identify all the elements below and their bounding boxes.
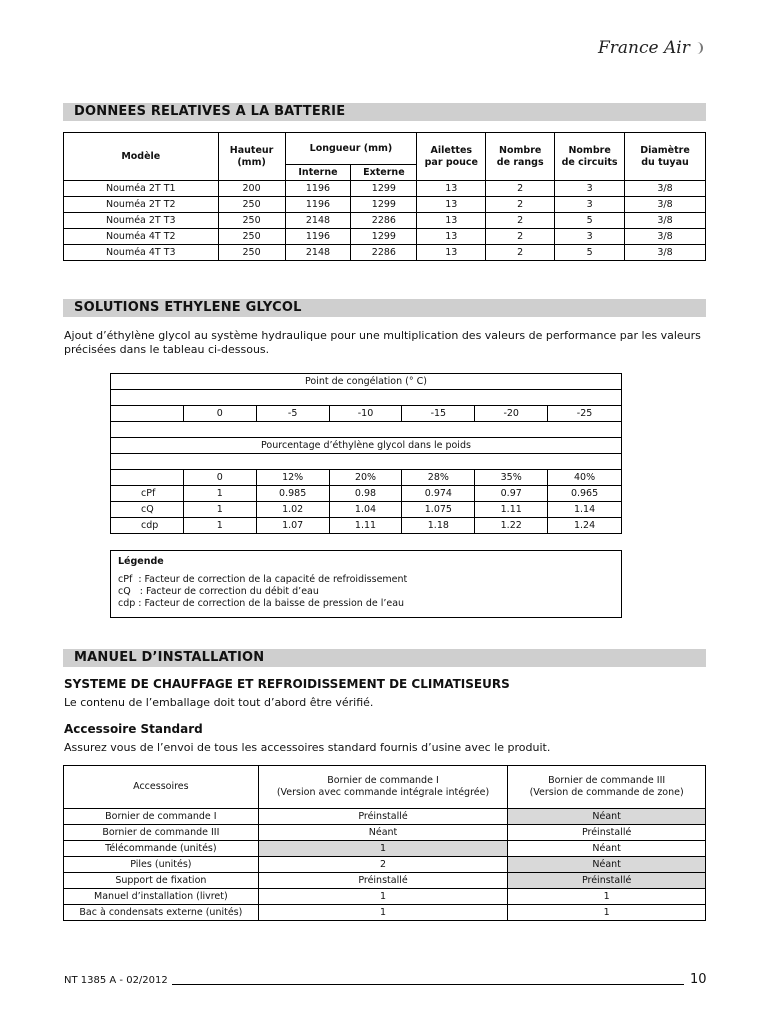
legend-title: Légende <box>118 556 164 567</box>
table-row: Télécommande (unités) 1 Néant <box>64 841 706 857</box>
logo-arc-icon <box>693 42 703 54</box>
legend-line: cQ : Facteur de correction du débit d’eau <box>118 586 319 597</box>
table-row: Bornier de commande I Préinstallé Néant <box>64 809 706 825</box>
col-rows: Nombre de rangs <box>486 133 555 181</box>
footer-divider <box>172 984 684 985</box>
table-row: Bornier de commande III Néant Préinstallé <box>64 825 706 841</box>
table-row: cPf 1 0.985 0.98 0.974 0.97 0.965 <box>111 486 622 502</box>
brand-logo <box>598 38 703 58</box>
accessories-title: Accessoire Standard <box>64 722 203 736</box>
freeze-point-title: Point de congélation (° C) <box>111 374 622 390</box>
col-accessories: Accessoires <box>64 766 259 809</box>
col-bornier-1: Bornier de commande I (Version avec commande intégrale intégrée) <box>258 766 508 809</box>
col-diameter: Diamètre du tuyau <box>625 133 706 181</box>
col-bornier-3: Bornier de commande III (Version de commande de zone) <box>508 766 706 809</box>
table-row: cQ 1 1.02 1.04 1.075 1.11 1.14 <box>111 502 622 518</box>
table-row: Nouméa 2T T1 200 1196 1299 13 2 3 3/8 <box>64 181 706 197</box>
col-internal: Interne <box>285 165 351 181</box>
footer-reference: NT 1385 A - 02/2012 <box>64 975 168 986</box>
page-number: 10 <box>690 972 707 987</box>
manual-subtitle: SYSTEME DE CHAUFFAGE ET REFROIDISSEMENT DE CLIMATISEURS <box>64 677 510 691</box>
col-height: Hauteur (mm) <box>218 133 285 181</box>
table-row: Nouméa 4T T2 250 1196 1299 13 2 3 3/8 <box>64 229 706 245</box>
table-row: 0 -5 -10 -15 -20 -25 <box>111 406 622 422</box>
section-title-battery: DONNEES RELATIVES A LA BATTERIE <box>63 103 706 121</box>
accessories-text: Assurez vous de l’envoi de tous les accessoires standard fournis d’usine avec le produit. <box>64 741 551 754</box>
col-fins: Ailettes par pouce <box>417 133 486 181</box>
col-circuits: Nombre de circuits <box>555 133 625 181</box>
table-row: cdp 1 1.07 1.11 1.18 1.22 1.24 <box>111 518 622 534</box>
section-title-manual: MANUEL D’INSTALLATION <box>63 649 706 667</box>
col-external: Externe <box>351 165 417 181</box>
brand-logo-text: France Air <box>598 38 690 58</box>
legend-line: cPf : Facteur de correction de la capacité de refroidissement <box>118 574 408 585</box>
table-row: Nouméa 2T T2 250 1196 1299 13 2 3 3/8 <box>64 197 706 213</box>
table-row: Piles (unités) 2 Néant <box>64 857 706 873</box>
section-title-glycol: SOLUTIONS ETHYLENE GLYCOL <box>63 299 706 317</box>
table-row: 0 12% 20% 28% 35% 40% <box>111 470 622 486</box>
table-row: Nouméa 4T T3 250 2148 2286 13 2 5 3/8 <box>64 245 706 261</box>
col-length: Longueur (mm) <box>285 133 417 165</box>
col-model: Modèle <box>64 133 219 181</box>
battery-table <box>63 132 706 261</box>
glycol-intro: Ajout d’éthylène glycol au système hydraulique pour une multiplication des valeurs de performance par les valeurs précisées dans le tableau ci-dessous. <box>64 329 701 356</box>
table-row: Nouméa 2T T3 250 2148 2286 13 2 5 3/8 <box>64 213 706 229</box>
accessories-table <box>63 765 706 921</box>
table-row: Support de fixation Préinstallé Préinstallé <box>64 873 706 889</box>
table-row: Manuel d’installation (livret) 1 1 <box>64 889 706 905</box>
legend-box <box>110 550 622 618</box>
glycol-table <box>110 373 622 534</box>
legend-line: cdp : Facteur de correction de la baisse de pression de l’eau <box>118 598 405 609</box>
glycol-percent-title: Pourcentage d’éthylène glycol dans le poids <box>111 438 622 454</box>
manual-check-text: Le contenu de l’emballage doit tout d’abord être vérifié. <box>64 696 374 709</box>
table-row: Bac à condensats externe (unités) 1 1 <box>64 905 706 921</box>
